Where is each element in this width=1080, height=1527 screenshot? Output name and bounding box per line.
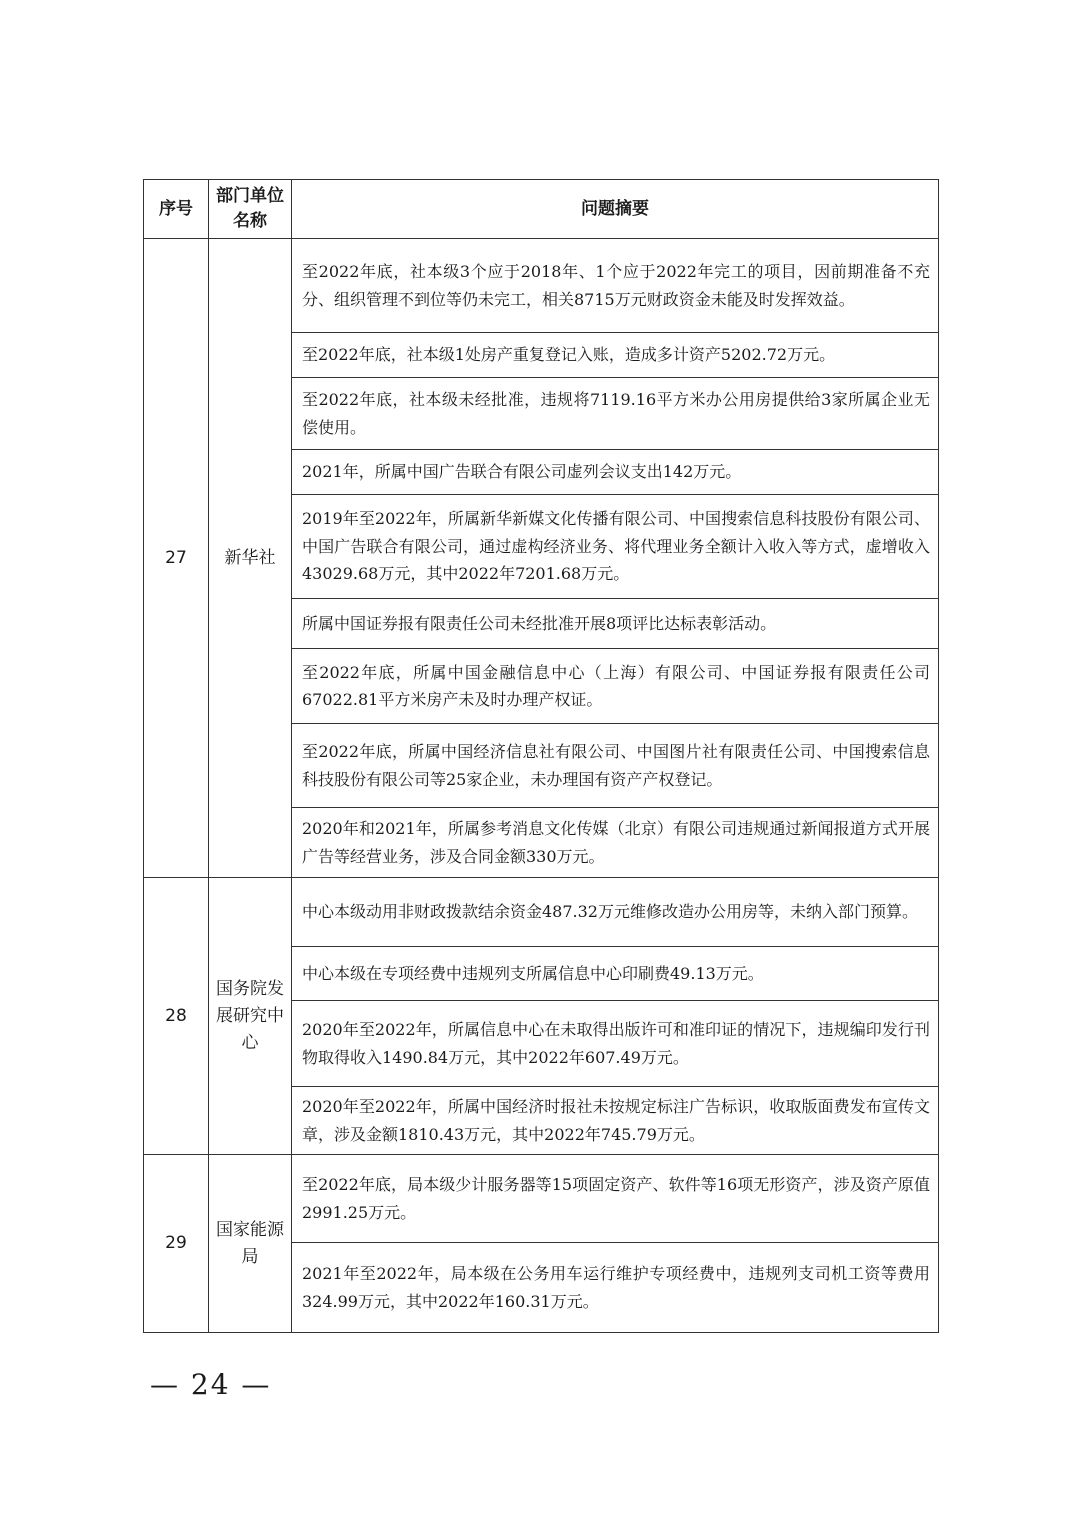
table-row [144, 878, 939, 947]
page-number: — 24 — [150, 1368, 272, 1401]
issue-cell: 至2022年底，所属中国经济信息社有限公司、中国图片社有限责任公司、中国搜索信息科技股份有限公司等25家企业，未办理国有资产产权登记。 [292, 724, 939, 808]
issue-cell: 至2022年底，所属中国金融信息中心（上海）有限公司、中国证券报有限责任公司67022.81平方米房产未及时办理产权证。 [292, 649, 939, 724]
issue-cell: 中心本级动用非财政拨款结余资金487.32万元维修改造办公用房等，未纳入部门预算。 [292, 878, 939, 947]
issue-cell: 2020年和2021年，所属参考消息文化传媒（北京）有限公司违规通过新闻报道方式开展广告等经营业务，涉及合同金额330万元。 [292, 808, 939, 878]
department-cell: 新华社 [209, 239, 292, 878]
serial-number-cell: 28 [144, 878, 209, 1155]
department-cell: 国家能源局 [209, 1155, 292, 1333]
issue-cell: 2021年至2022年，局本级在公务用车运行维护专项经费中，违规列支司机工资等费用324.99万元，其中2022年160.31万元。 [292, 1243, 939, 1333]
header-department-name: 部门单位名称 [209, 180, 292, 239]
department-cell: 国务院发展研究中心 [209, 878, 292, 1155]
table-header-row [144, 180, 939, 239]
table-row [144, 239, 939, 333]
audit-issues-table [143, 179, 939, 1333]
serial-number-cell: 27 [144, 239, 209, 878]
issue-cell: 至2022年底，社本级未经批准，违规将7119.16平方米办公用房提供给3家所属企业无偿使用。 [292, 378, 939, 450]
issue-cell: 至2022年底，局本级少计服务器等15项固定资产、软件等16项无形资产，涉及资产原值2991.25万元。 [292, 1155, 939, 1243]
serial-number-cell: 29 [144, 1155, 209, 1333]
header-issue-summary: 问题摘要 [292, 180, 939, 239]
issue-cell: 2020年至2022年，所属信息中心在未取得出版许可和准印证的情况下，违规编印发行刊物取得收入1490.84万元，其中2022年607.49万元。 [292, 1001, 939, 1087]
issue-cell: 2019年至2022年，所属新华新媒文化传播有限公司、中国搜索信息科技股份有限公司、中国广告联合有限公司，通过虚构经济业务、将代理业务全额计入收入等方式，虚增收入43029.68万元，其中2022年7201.68万元。 [292, 495, 939, 599]
issue-cell: 2020年至2022年，所属中国经济时报社未按规定标注广告标识，收取版面费发布宣传文章，涉及金额1810.43万元，其中2022年745.79万元。 [292, 1087, 939, 1155]
issue-cell: 2021年，所属中国广告联合有限公司虚列会议支出142万元。 [292, 450, 939, 495]
issue-cell: 中心本级在专项经费中违规列支所属信息中心印刷费49.13万元。 [292, 947, 939, 1001]
issue-cell: 至2022年底，社本级3个应于2018年、1个应于2022年完工的项目，因前期准备不充分、组织管理不到位等仍未完工，相关8715万元财政资金未能及时发挥效益。 [292, 239, 939, 333]
issue-cell: 所属中国证券报有限责任公司未经批准开展8项评比达标表彰活动。 [292, 599, 939, 649]
issue-cell: 至2022年底，社本级1处房产重复登记入账，造成多计资产5202.72万元。 [292, 333, 939, 378]
header-serial-number: 序号 [144, 180, 209, 239]
table-row [144, 1155, 939, 1243]
